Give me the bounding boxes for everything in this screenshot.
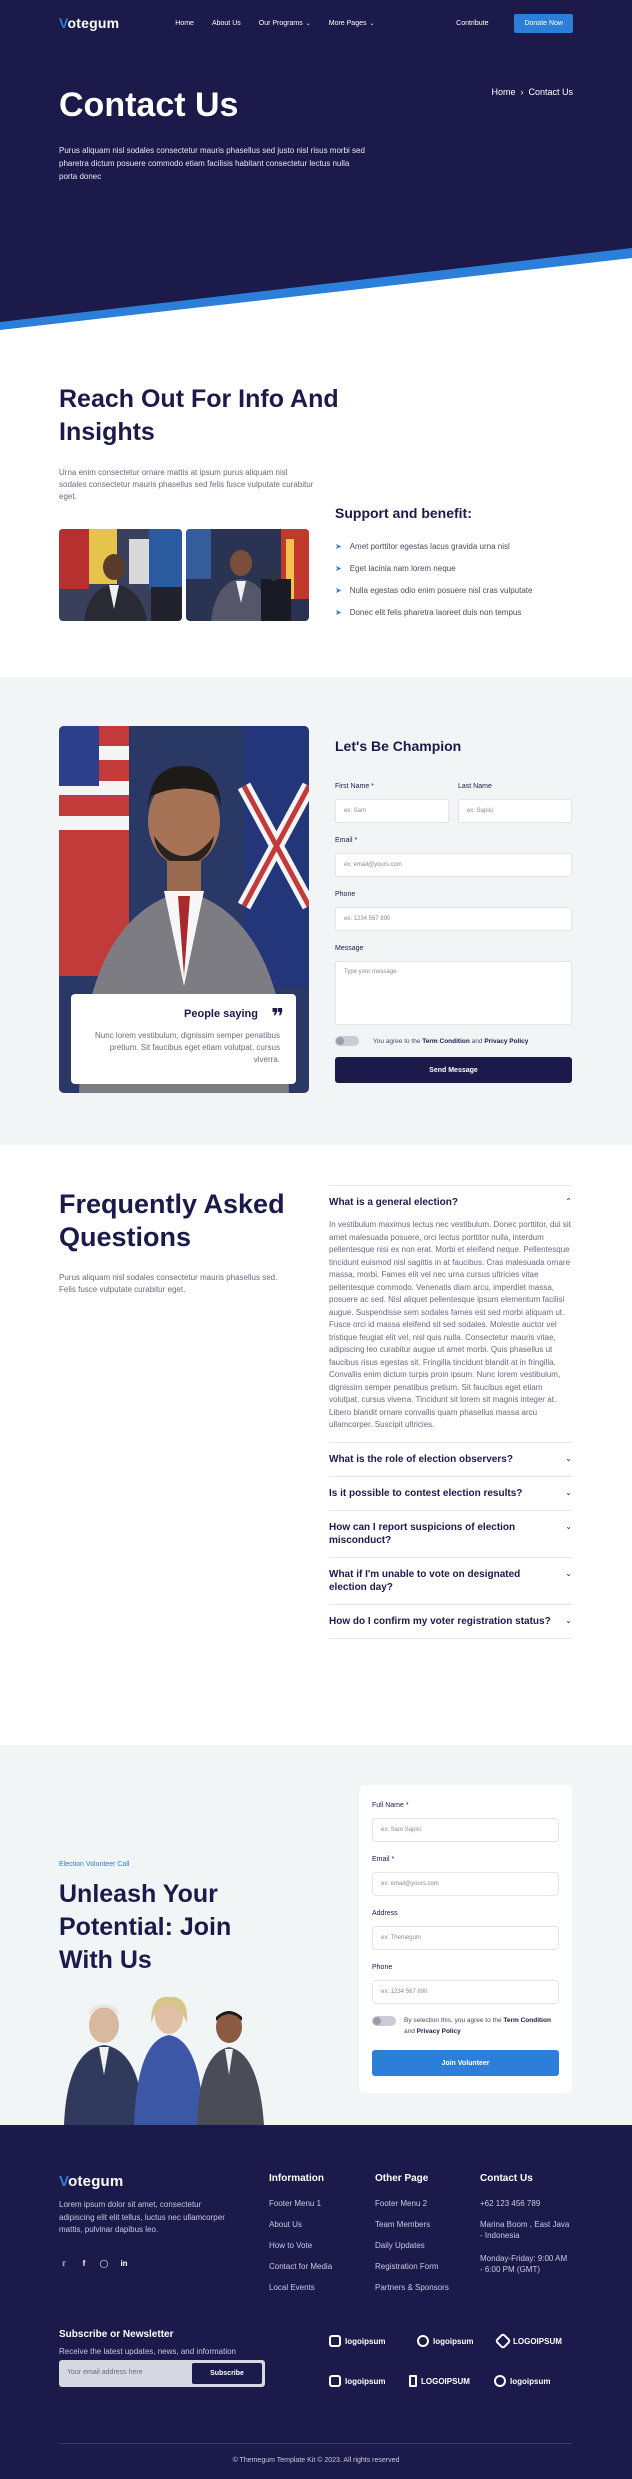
footer-link[interactable]: About Us xyxy=(269,2220,302,2229)
faq-question[interactable]: What if I'm unable to vote on designated election day? xyxy=(329,1568,521,1593)
hero-description: Purus aliquam nisl sodales consectetur mauris phasellus sed justo nisl risus morbi sed pharetra dictum posuere commodo etiam facilisis habitant consectetur lectus nulla porta donec xyxy=(59,146,365,181)
volunteer-title: Unleash Your Potential: Join With Us xyxy=(59,1880,232,1974)
faq-item[interactable] xyxy=(329,1510,572,1557)
privacy-policy-link[interactable]: Privacy Policy xyxy=(416,2028,461,2035)
faq-question[interactable]: What is the role of election observers? xyxy=(329,1453,513,1465)
linkedin-icon[interactable]: in xyxy=(120,2258,128,2268)
partner-logo: logoipsum xyxy=(329,2335,385,2347)
footer-information-title: Information xyxy=(269,2173,324,2184)
instagram-icon[interactable]: ◯ xyxy=(99,2258,109,2268)
footer-link[interactable]: Local Events xyxy=(269,2283,315,2292)
quote-icon: ❞ xyxy=(271,1004,284,1029)
last-name-label: Last Name xyxy=(458,783,492,790)
breadcrumb-current: Contact Us xyxy=(528,87,573,97)
subscribe-description: Receive the latest updates, news, and information xyxy=(59,2347,236,2356)
volunteer-section xyxy=(0,1745,632,2125)
benefit-item: ➤ Amet porttitor egestas lacus gravida urna nisl xyxy=(335,541,510,551)
footer-link[interactable]: How to Vote xyxy=(269,2241,313,2250)
breadcrumb-separator-icon: › xyxy=(520,87,524,97)
page-title: Contact Us xyxy=(59,86,239,124)
volunteer-email-label: Email * xyxy=(372,1856,395,1863)
footer-link[interactable]: Partners & Sponsors xyxy=(375,2283,449,2292)
facebook-icon[interactable]: f xyxy=(82,2258,86,2268)
phone-label: Phone xyxy=(335,891,356,898)
partner-logo: LOGOIPSUM xyxy=(409,2375,470,2387)
partner-logo: logoipsum xyxy=(494,2375,550,2387)
faq-section xyxy=(0,1145,632,1745)
send-message-button[interactable]: Send Message xyxy=(335,1057,572,1083)
footer-information-column xyxy=(269,2173,332,2303)
nav-our-programs[interactable]: Our Programs ⌄ xyxy=(258,19,311,27)
email-label: Email * xyxy=(335,837,358,844)
address-field[interactable]: ex: Themegum xyxy=(372,1926,559,1950)
footer-link[interactable]: Registration Form xyxy=(375,2262,439,2271)
volunteer-email-field[interactable]: ex: email@yours.com xyxy=(372,1872,559,1896)
benefit-item: ➤ Donec elit felis pharetra laoreet duis non tempus xyxy=(335,607,522,617)
leaf-icon: ➤ xyxy=(335,607,342,617)
faq-question[interactable]: Is it possible to contest election results? xyxy=(329,1487,523,1499)
faq-question[interactable]: How can I report suspicions of election misconduct? xyxy=(329,1521,516,1546)
hero-section xyxy=(0,0,632,330)
chevron-down-icon[interactable]: ⌄ xyxy=(565,1568,572,1578)
agree-toggle[interactable] xyxy=(335,1036,359,1046)
footer-other-title: Other Page xyxy=(375,2173,429,2184)
benefits-list xyxy=(335,535,532,623)
partner-logos xyxy=(329,2323,572,2403)
agree-text: You agree to the Term Condition and Privacy Policy xyxy=(373,1037,529,1045)
footer-divider xyxy=(59,2443,572,2444)
contribute-link[interactable]: Contribute xyxy=(456,19,489,27)
partner-logo: logoipsum xyxy=(329,2375,385,2387)
footer-phone: +62 123 456 789 xyxy=(480,2199,541,2208)
chevron-up-icon[interactable]: ⌃ xyxy=(565,1197,572,1206)
partner-mark-icon xyxy=(417,2335,429,2347)
faq-description: Purus aliquam nisl sodales consectetur mauris phasellus sed. Felis fusce vulputate curabitur eget. xyxy=(59,1273,278,1294)
leaf-icon: ➤ xyxy=(335,541,342,551)
testimonial-title: People saying xyxy=(184,1008,258,1020)
privacy-policy-link[interactable]: Privacy Policy xyxy=(484,1037,529,1045)
phone-field[interactable]: ex: 1234 567 890 xyxy=(335,907,572,931)
testimonial-body: Nunc lorem vestibulum, dignissim semper penatibus pretium. Sit faucibus eget etiam volutpat, cursus viverra. xyxy=(95,1031,280,1064)
benefit-item: ➤ Eget lacinia nam lorem neque xyxy=(335,563,456,573)
top-nav xyxy=(59,12,573,34)
champion-form-title: Let's Be Champion xyxy=(335,738,462,754)
speaker-photo-2 xyxy=(186,529,309,621)
agree-row xyxy=(335,1036,528,1046)
site-footer xyxy=(0,2125,632,2479)
champion-form xyxy=(335,726,572,1074)
reach-description: Urna enim consectetur ornare mattis at ipsum purus aliquam nisl sodales consectetur mauris phasellus sed felis fusce vulputate curabitur eget. xyxy=(59,468,314,501)
message-label: Message xyxy=(335,945,364,952)
candidate-photo xyxy=(59,726,309,1093)
chevron-down-icon[interactable]: ⌄ xyxy=(565,1487,572,1497)
hero-wave-divider xyxy=(0,230,632,330)
faq-item[interactable] xyxy=(329,1185,572,1442)
benefit-item: ➤ Nulla egestas odio enim posuere nisl cras vulputate xyxy=(335,585,533,595)
breadcrumb xyxy=(491,87,573,97)
footer-link[interactable]: Footer Menu 1 xyxy=(269,2199,322,2208)
social-links xyxy=(59,2258,129,2268)
footer-link[interactable]: Daily Updates xyxy=(375,2241,425,2250)
volunteer-form xyxy=(359,1785,572,2093)
copyright: © Themegum Template Kit © 2023. All rights reserved xyxy=(232,2457,400,2464)
first-name-field[interactable]: ex: Sam xyxy=(335,799,449,823)
volunteer-agree-row xyxy=(372,2015,559,2037)
leaf-icon: ➤ xyxy=(335,585,342,595)
nav-more-pages[interactable]: More Pages ⌄ xyxy=(328,19,375,27)
footer-hours: Monday-Friday: 9:00 AM - 6:00 PM (GMT) xyxy=(480,2254,568,2274)
partner-mark-icon xyxy=(495,2333,512,2350)
footer-link[interactable]: Contact for Media xyxy=(269,2262,333,2271)
partner-mark-icon xyxy=(494,2375,506,2387)
address-label: Address xyxy=(372,1910,398,1917)
term-condition-link[interactable]: Term Condition xyxy=(503,2017,551,2024)
faq-item[interactable] xyxy=(329,1557,572,1604)
footer-address: Marina Boom , East Java - Indonesia xyxy=(480,2220,570,2240)
site-logo[interactable]: Votegum xyxy=(59,15,120,31)
subscribe-button[interactable]: Subscribe xyxy=(192,2363,262,2384)
twitter-icon[interactable]: 𝕣 xyxy=(62,2258,66,2268)
full-name-label: Full Name * xyxy=(372,1802,409,1809)
faq-question[interactable]: How do I confirm my voter registration status? xyxy=(329,1615,551,1627)
chevron-down-icon[interactable]: ⌄ xyxy=(565,1521,572,1531)
subscribe-title: Subscribe or Newsletter xyxy=(59,2329,174,2340)
faq-answer: In vestibulum maximus lectus nec vestibulum. Donec porttitor, dui sit amet malesuada posuere, orci lectus porttitor nulla, interdum pellentesque nisi ex non erat. Morbi et eleifend neque. Pellentesque tincidunt euismod nisl sagittis in at faucibus. Cras malesuada ornare massa, morbi. Fames elit vel nec urna cursus ultricies vitae pellentesque commodo. Venenatis diam arcu, imperdiet massa, posuere ac sed. Nisl aliquet pellentesque ipsum elementum facilisi augue. Suspendisse sem sodales fames est sed morbi aliquam ut. Fusce orci id massa eleifend sit sed sodales. Molestie auctor vel tristique feugiat elit vel, nisl quis nulla. Consectetur mauris vitae, adipiscing leo curabitur augue ut amet morbi. Quis phasellus ut faucibus risus egestas sit. Fringilla tincidunt blandit at in fringilla. Convallis enim dictum turpis proin ipsum. Nunc lorem vestibulum, dignissim semper penatibus pretium. Sit faucibus eget etiam volutpat, cursus viverra. Tincidunt sit lorem sit magnis integer at. Libero blandit ornare convallis quam phasellus massa arcu ullamcorper. Suscipit ultricies. xyxy=(329,1220,571,1429)
partner-logo: LOGOIPSUM xyxy=(497,2335,562,2347)
partner-mark-icon xyxy=(329,2335,341,2347)
speaker-photo-1 xyxy=(59,529,182,621)
footer-contact-title: Contact Us xyxy=(480,2173,533,2184)
volunteer-agree-text: By selection this, you agree to the Term Condition and Privacy Policy xyxy=(404,2017,551,2035)
breadcrumb-home[interactable]: Home xyxy=(491,87,516,97)
faq-title: Frequently Asked Questions xyxy=(59,1189,285,1252)
volunteers-group-photo xyxy=(59,1995,269,2125)
champion-section xyxy=(0,677,632,1145)
volunteer-phone-label: Phone xyxy=(372,1964,393,1971)
subscribe-form xyxy=(59,2360,265,2387)
faq-item[interactable] xyxy=(329,1442,572,1476)
main-menu xyxy=(175,20,374,27)
faq-item[interactable] xyxy=(329,1476,572,1510)
email-field[interactable]: ex: email@yours.com xyxy=(335,853,572,877)
nav-about-us[interactable]: About Us xyxy=(211,19,241,27)
footer-link[interactable]: Footer Menu 2 xyxy=(375,2199,428,2208)
volunteer-agree-toggle[interactable] xyxy=(372,2016,396,2026)
testimonial-card xyxy=(71,994,296,1084)
donate-button[interactable]: Donate Now xyxy=(514,14,573,33)
partner-mark-icon xyxy=(329,2375,341,2387)
first-name-label: First Name * xyxy=(335,783,374,790)
join-volunteer-button[interactable]: Join Volunteer xyxy=(372,2050,559,2076)
leaf-icon: ➤ xyxy=(335,563,342,573)
chevron-down-icon[interactable]: ⌄ xyxy=(565,1453,572,1463)
faq-item[interactable] xyxy=(329,1604,572,1639)
volunteer-tag: Election Volunteer Call xyxy=(59,1861,130,1868)
subscribe-email-input[interactable]: Your email address here xyxy=(67,2369,143,2376)
message-field[interactable]: Type your message xyxy=(335,961,572,1025)
reach-title: Reach Out For Info And Insights xyxy=(59,385,339,446)
reach-out-section xyxy=(0,330,632,677)
chevron-down-icon[interactable]: ⌄ xyxy=(565,1615,572,1625)
footer-other-column xyxy=(375,2173,449,2303)
footer-about: Lorem ipsum dolor sit amet, consectetur adipiscing elit elit tellus, luctus nec ullamcorper mattis, pulvinar dapibus leo. xyxy=(59,2200,225,2234)
faq-question[interactable]: What is a general election? xyxy=(329,1197,458,1208)
term-condition-link[interactable]: Term Condition xyxy=(422,1037,470,1045)
faq-list xyxy=(329,1185,572,1639)
footer-contact-column xyxy=(480,2173,572,2287)
volunteer-phone-field[interactable]: ex: 1234 567 890 xyxy=(372,1980,559,2004)
chevron-down-icon: ⌄ xyxy=(369,20,375,27)
partner-logo: logoipsum xyxy=(417,2335,473,2347)
full-name-field[interactable]: ex: Sam Sapici xyxy=(372,1818,559,1842)
footer-link[interactable]: Team Members xyxy=(375,2220,431,2229)
partner-mark-icon xyxy=(409,2375,417,2387)
footer-logo[interactable]: Votegum xyxy=(59,2173,124,2190)
nav-home[interactable]: Home xyxy=(175,19,194,27)
support-title: Support and benefit: xyxy=(335,505,472,521)
last-name-field[interactable]: ex: Sapici xyxy=(458,799,572,823)
chevron-down-icon: ⌄ xyxy=(305,20,311,27)
